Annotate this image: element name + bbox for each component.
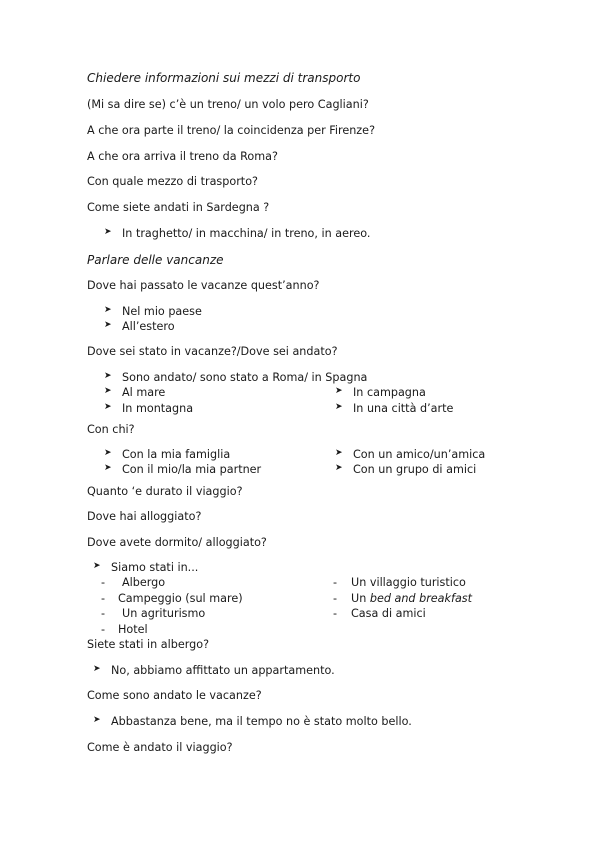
section1-question-3: A che ora arriva il treno da Roma? (87, 150, 278, 163)
arrow-bullet-icon: ➤ (335, 402, 343, 412)
arrow-bullet-icon: ➤ (335, 448, 343, 458)
arrow-bullet-icon: ➤ (104, 386, 112, 396)
list-item: Un villaggio turistico (351, 576, 466, 589)
arrow-bullet-icon: ➤ (104, 463, 112, 473)
section2-question-3: Con chi? (87, 423, 135, 436)
arrow-bullet-icon: ➤ (335, 386, 343, 396)
list-item: Al mare (122, 386, 166, 399)
list-item: Hotel (118, 623, 148, 636)
dash-bullet: - (101, 607, 106, 620)
section2-answer-7: No, abbiamo affittato un appartamento. (111, 664, 335, 677)
section2-question-1: Dove hai passato le vacanze quest’anno? (87, 279, 320, 292)
arrow-bullet-icon: ➤ (93, 715, 101, 725)
section2-heading: Parlare delle vancanze (87, 253, 224, 267)
list-item: Con un grupo di amici (353, 463, 477, 476)
list-item: Casa di amici (351, 607, 426, 620)
section1-heading: Chiedere informazioni sui mezzi di transporto (87, 71, 361, 85)
dash-bullet: - (101, 623, 106, 636)
arrow-bullet-icon: ➤ (104, 402, 112, 412)
section2-answer-8: Abbastanza bene, ma il tempo no è stato molto bello. (111, 715, 412, 728)
list-item: In montagna (122, 402, 194, 415)
section2-question-7: Siete stati in albergo? (87, 638, 210, 651)
list-item: Con il mio/la mia partner (122, 463, 262, 476)
list-item: All’estero (122, 320, 175, 333)
arrow-bullet-icon: ➤ (104, 320, 112, 330)
list-item: Campeggio (sul mare) (118, 592, 243, 605)
section2-question-8: Come sono andato le vacanze? (87, 689, 262, 702)
arrow-bullet-icon: ➤ (93, 664, 101, 674)
section1-question-2: A che ora parte il treno/ la coincidenza per Firenze? (87, 124, 376, 137)
list-item: Un agriturismo (122, 607, 206, 620)
list-item: In campagna (353, 386, 426, 399)
section2-question-2: Dove sei stato in vacanze?/Dove sei andato? (87, 345, 338, 358)
dash-bullet: - (333, 592, 338, 605)
list-item: Nel mio paese (122, 305, 202, 318)
arrow-bullet-icon: ➤ (104, 305, 112, 315)
dash-bullet: - (101, 576, 106, 589)
arrow-bullet-icon: ➤ (93, 561, 101, 571)
list-item: Albergo (122, 576, 166, 589)
section2-question-9: Come è andato il viaggio? (87, 741, 233, 754)
list-item: Con un amico/un’amica (353, 448, 486, 461)
dash-bullet: - (333, 576, 338, 589)
section2-question-5: Dove hai alloggiato? (87, 510, 202, 523)
list-item: In una città d’arte (353, 402, 454, 415)
section1-question-1: (Mi sa dire se) c’è un treno/ un volo pero Cagliani? (87, 98, 369, 111)
section2-question-6: Dove avete dormito/ alloggiato? (87, 536, 267, 549)
list-item: Sono andato/ sono stato a Roma/ in Spagna (122, 371, 368, 384)
dash-bullet: - (333, 607, 338, 620)
arrow-bullet-icon: ➤ (104, 371, 112, 381)
list-intro: Siamo stati in... (111, 561, 199, 574)
arrow-bullet-icon: ➤ (104, 448, 112, 458)
section1-answer-5: In traghetto/ in macchina/ in treno, in aereo. (122, 227, 371, 240)
dash-bullet: - (101, 592, 106, 605)
list-item-italic: bed and breakfast (369, 592, 473, 605)
arrow-bullet-icon: ➤ (335, 463, 343, 473)
list-item: Con la mia famiglia (122, 448, 231, 461)
list-item-prefix: Un (351, 592, 370, 605)
list-item (351, 593, 472, 604)
section2-question-4: Quanto ‘e durato il viaggio? (87, 485, 243, 498)
section1-question-4: Con quale mezzo di trasporto? (87, 175, 258, 188)
section1-question-5: Come siete andati in Sardegna ? (87, 201, 270, 214)
arrow-bullet-icon: ➤ (104, 227, 112, 237)
